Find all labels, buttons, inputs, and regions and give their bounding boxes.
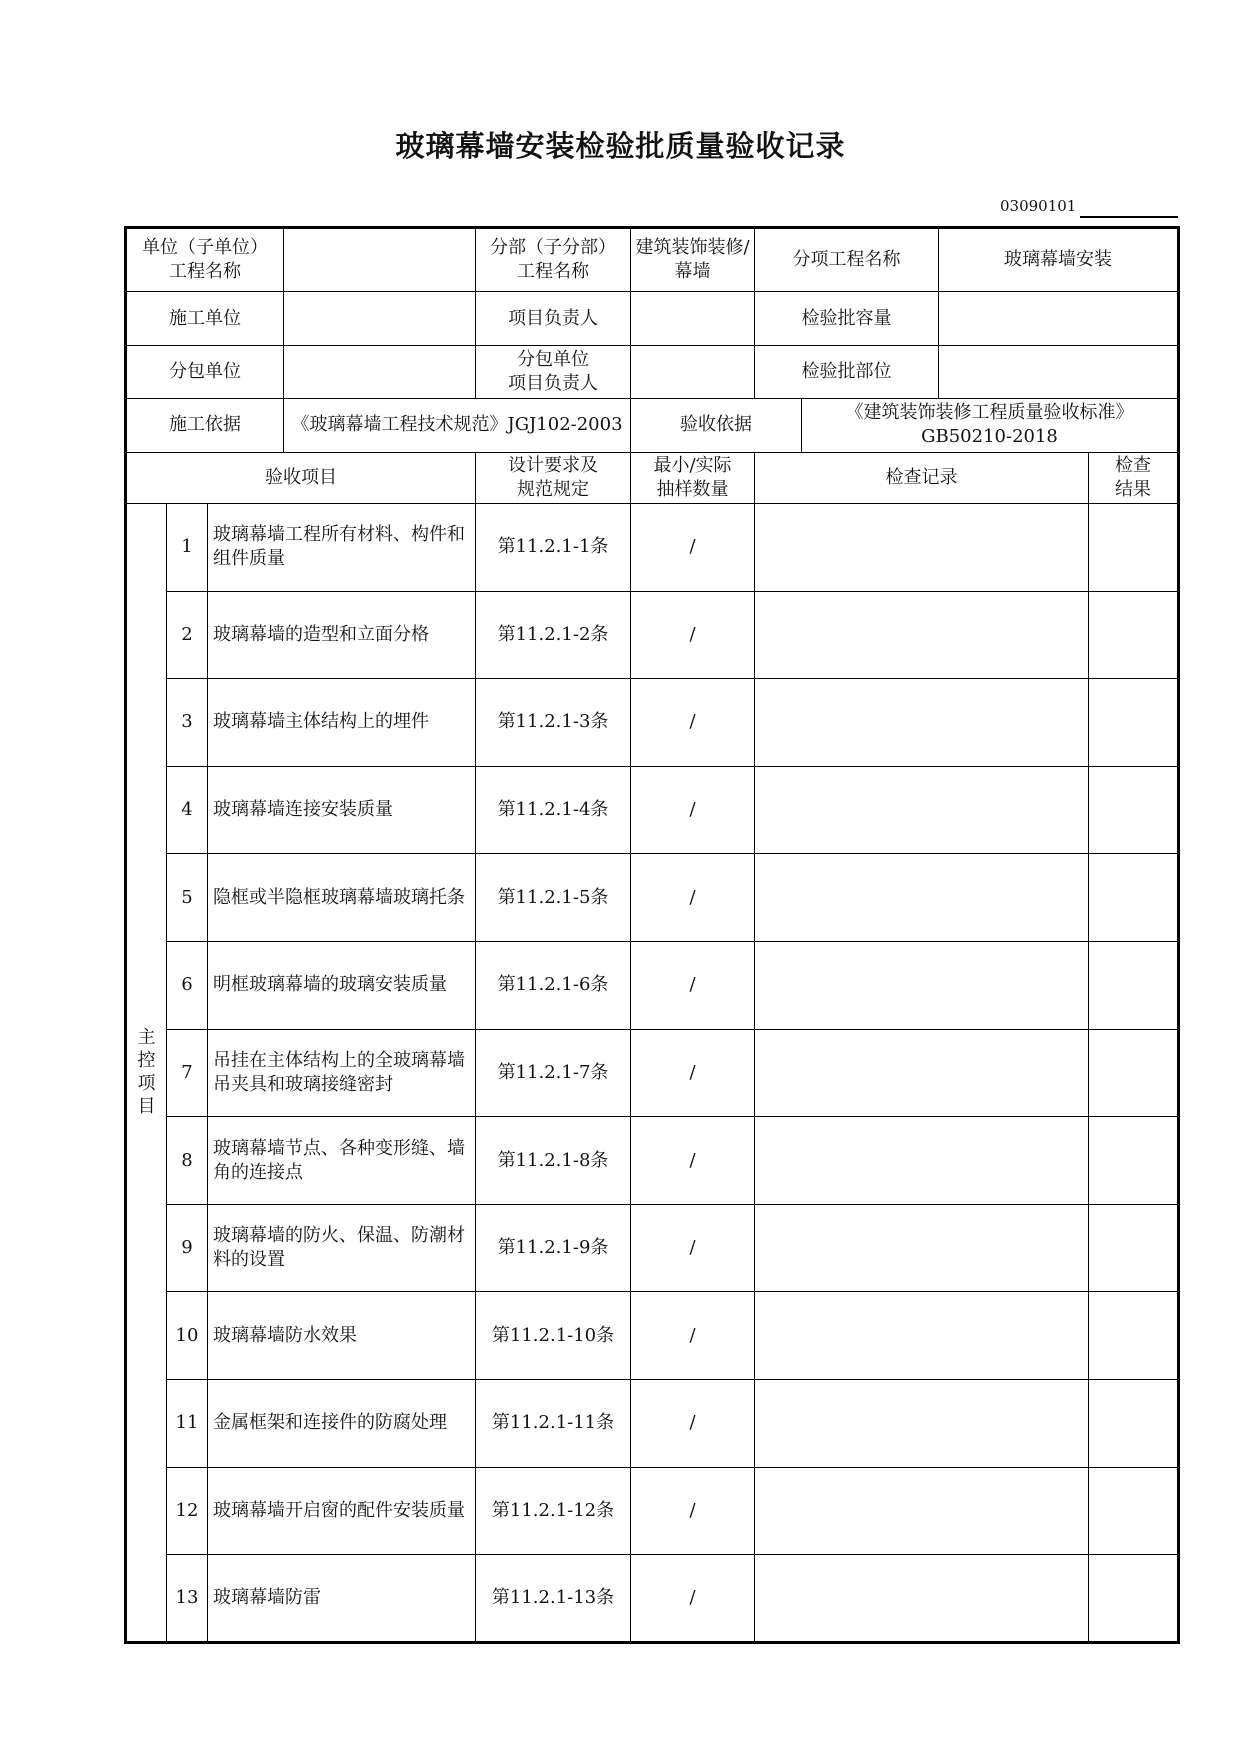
row-result-cell[interactable] — [1089, 1555, 1179, 1643]
row-item-text: 玻璃幕墙开启窗的配件安装质量 — [208, 1467, 476, 1555]
row-number: 9 — [167, 1204, 208, 1292]
col-requirement-header: 设计要求及 规范规定 — [476, 452, 631, 503]
table-row — [126, 1029, 1179, 1117]
location-value-cell[interactable] — [939, 345, 1179, 398]
row-number: 2 — [167, 591, 208, 679]
row-result-cell[interactable] — [1089, 854, 1179, 942]
row-result-cell[interactable] — [1089, 591, 1179, 679]
row-clause: 第11.2.1-4条 — [476, 766, 631, 854]
row-clause: 第11.2.1-13条 — [476, 1555, 631, 1643]
row-result-cell[interactable] — [1089, 679, 1179, 767]
row-result-cell[interactable] — [1089, 1204, 1179, 1292]
row-record-cell[interactable] — [755, 591, 1089, 679]
row-number: 3 — [167, 679, 208, 767]
page-title: 玻璃幕墙安装检验批质量验收记录 — [395, 129, 846, 163]
form-code-underline — [1080, 216, 1178, 218]
column-header-row — [126, 452, 1179, 503]
row-clause: 第11.2.1-10条 — [476, 1292, 631, 1380]
row-sample: / — [631, 854, 755, 942]
col-result-header: 检查 结果 — [1089, 452, 1179, 503]
row-result-cell[interactable] — [1089, 766, 1179, 854]
row-sample: / — [631, 503, 755, 591]
row-record-cell[interactable] — [755, 1467, 1089, 1555]
table-row — [126, 591, 1179, 679]
row-sample: / — [631, 591, 755, 679]
location-label: 检验批部位 — [755, 345, 939, 398]
pm-label: 项目负责人 — [476, 292, 631, 345]
capacity-value-cell[interactable] — [939, 292, 1179, 345]
row-item-text: 隐框或半隐框玻璃幕墙玻璃托条 — [208, 854, 476, 942]
table-row — [126, 854, 1179, 942]
contractor-label: 施工单位 — [126, 292, 284, 345]
row-sample: / — [631, 1029, 755, 1117]
row-number: 1 — [167, 503, 208, 591]
row-clause: 第11.2.1-6条 — [476, 941, 631, 1029]
division-value: 建筑装饰装修/ 幕墙 — [631, 228, 755, 292]
row-item-text: 玻璃幕墙连接安装质量 — [208, 766, 476, 854]
basis-label: 施工依据 — [126, 399, 284, 452]
row-number: 5 — [167, 854, 208, 942]
table-row — [126, 1555, 1179, 1643]
row-record-cell[interactable] — [755, 854, 1089, 942]
row-result-cell[interactable] — [1089, 1292, 1179, 1380]
row-item-text: 明框玻璃幕墙的玻璃安装质量 — [208, 941, 476, 1029]
col-record-header: 检查记录 — [755, 452, 1089, 503]
table-row — [126, 1292, 1179, 1380]
row-clause: 第11.2.1-8条 — [476, 1117, 631, 1205]
row-result-cell[interactable] — [1089, 503, 1179, 591]
row-record-cell[interactable] — [755, 1555, 1089, 1643]
row-number: 13 — [167, 1555, 208, 1643]
row-record-cell[interactable] — [755, 941, 1089, 1029]
row-result-cell[interactable] — [1089, 1029, 1179, 1117]
table-row — [126, 679, 1179, 767]
subcontractor-value-cell[interactable] — [284, 345, 476, 398]
row-record-cell[interactable] — [755, 1292, 1089, 1380]
row-record-cell[interactable] — [755, 679, 1089, 767]
row-sample: / — [631, 1117, 755, 1205]
row-result-cell[interactable] — [1089, 1117, 1179, 1205]
unit-label-line-1: 单位（子单位） 工程名称 — [142, 237, 268, 283]
row-clause: 第11.2.1-7条 — [476, 1029, 631, 1117]
row-sample: / — [631, 1292, 755, 1380]
table-row — [126, 1380, 1179, 1468]
row-sample: / — [631, 941, 755, 1029]
capacity-label: 检验批容量 — [755, 292, 939, 345]
table-row — [126, 503, 1179, 591]
row-clause: 第11.2.1-9条 — [476, 1204, 631, 1292]
table-row — [126, 1204, 1179, 1292]
form-code: 03090101 — [1000, 197, 1077, 215]
group-label-main-control: 主 控 项 目 — [126, 503, 167, 1642]
col-item-header: 验收项目 — [126, 452, 476, 503]
row-number: 8 — [167, 1117, 208, 1205]
row-number: 7 — [167, 1029, 208, 1117]
row-clause: 第11.2.1-11条 — [476, 1380, 631, 1468]
row-item-text: 玻璃幕墙防雷 — [208, 1555, 476, 1643]
row-clause: 第11.2.1-2条 — [476, 591, 631, 679]
row-record-cell[interactable] — [755, 1380, 1089, 1468]
table-row — [126, 1467, 1179, 1555]
row-result-cell[interactable] — [1089, 941, 1179, 1029]
contractor-value-cell[interactable] — [284, 292, 476, 345]
unit-label — [126, 228, 284, 292]
table-row — [126, 766, 1179, 854]
row-result-cell[interactable] — [1089, 1467, 1179, 1555]
subitem-label: 分项工程名称 — [755, 228, 939, 292]
row-clause: 第11.2.1-1条 — [476, 503, 631, 591]
table-row — [126, 1117, 1179, 1205]
inspection-form-table — [124, 226, 1180, 1644]
sub-pm-label: 分包单位 项目负责人 — [476, 345, 631, 398]
row-sample: / — [631, 766, 755, 854]
acceptance-label: 验收依据 — [631, 399, 802, 452]
row-number: 12 — [167, 1467, 208, 1555]
row-item-text: 吊挂在主体结构上的全玻璃幕墙吊夹具和玻璃接缝密封 — [208, 1029, 476, 1117]
col-sample-header: 最小/实际 抽样数量 — [631, 452, 755, 503]
row-record-cell[interactable] — [755, 1117, 1089, 1205]
acceptance-value: 《建筑装饰装修工程质量验收标准》 GB50210-2018 — [802, 399, 1179, 452]
division-label: 分部（子分部） 工程名称 — [476, 228, 631, 292]
row-record-cell[interactable] — [755, 503, 1089, 591]
row-item-text: 玻璃幕墙节点、各种变形缝、墙角的连接点 — [208, 1117, 476, 1205]
row-item-text: 玻璃幕墙工程所有材料、构件和组件质量 — [208, 503, 476, 591]
subcontractor-label: 分包单位 — [126, 345, 284, 398]
header-row-contractor — [126, 292, 1179, 345]
row-record-cell[interactable] — [755, 766, 1089, 854]
row-number: 6 — [167, 941, 208, 1029]
row-sample: / — [631, 1555, 755, 1643]
row-number: 10 — [167, 1292, 208, 1380]
row-number: 11 — [167, 1380, 208, 1468]
unit-value-cell[interactable] — [284, 228, 476, 292]
main-control-items — [126, 503, 1179, 1642]
subitem-value: 玻璃幕墙安装 — [939, 228, 1179, 292]
row-item-text: 玻璃幕墙的防火、保温、防潮材料的设置 — [208, 1204, 476, 1292]
row-item-text: 玻璃幕墙防水效果 — [208, 1292, 476, 1380]
row-sample: / — [631, 1204, 755, 1292]
row-record-cell[interactable] — [755, 1029, 1089, 1117]
row-clause: 第11.2.1-3条 — [476, 679, 631, 767]
header-row-basis — [126, 399, 1179, 452]
header-row-project — [126, 228, 1179, 292]
row-clause: 第11.2.1-5条 — [476, 854, 631, 942]
row-number: 4 — [167, 766, 208, 854]
header-row-subcontractor — [126, 345, 1179, 398]
row-item-text: 金属框架和连接件的防腐处理 — [208, 1380, 476, 1468]
row-sample: / — [631, 1467, 755, 1555]
row-record-cell[interactable] — [755, 1204, 1089, 1292]
row-sample: / — [631, 1380, 755, 1468]
row-result-cell[interactable] — [1089, 1380, 1179, 1468]
row-clause: 第11.2.1-12条 — [476, 1467, 631, 1555]
table-row — [126, 941, 1179, 1029]
row-item-text: 玻璃幕墙的造型和立面分格 — [208, 591, 476, 679]
basis-value: 《玻璃幕墙工程技术规范》JGJ102-2003 — [284, 399, 631, 452]
row-item-text: 玻璃幕墙主体结构上的埋件 — [208, 679, 476, 767]
pm-value-cell[interactable] — [631, 292, 755, 345]
row-sample: / — [631, 679, 755, 767]
sub-pm-value-cell[interactable] — [631, 345, 755, 398]
